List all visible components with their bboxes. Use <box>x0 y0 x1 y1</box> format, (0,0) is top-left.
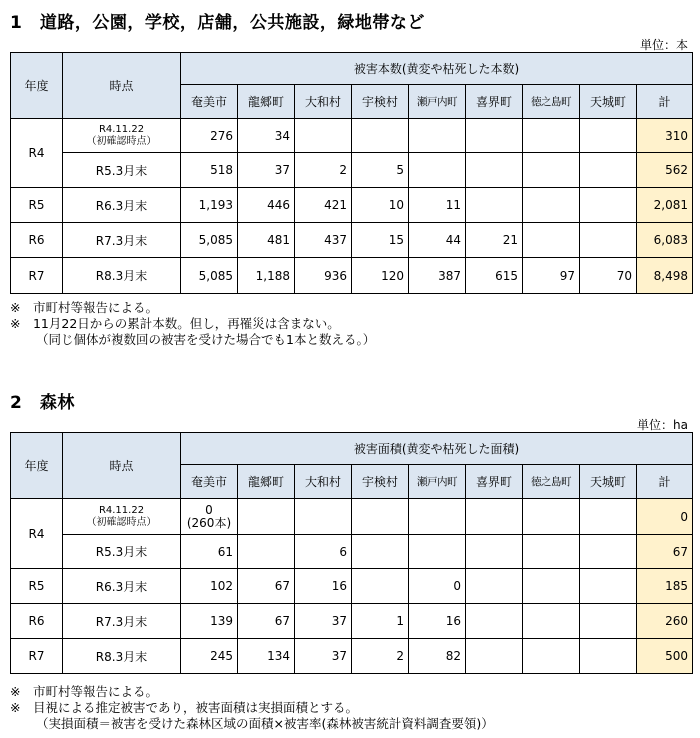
time-cell: R4.11.22 （初確認時点） <box>63 119 181 153</box>
value-cell: 15 <box>352 223 409 258</box>
value-cell: 0 (260本) <box>181 499 238 535</box>
value-cell <box>580 153 637 188</box>
section2-title: 2 森林 <box>10 393 75 413</box>
header-time: 時点 <box>63 53 181 119</box>
value-cell <box>295 119 352 153</box>
value-cell: 2 <box>352 639 409 674</box>
table-row <box>11 499 693 535</box>
year-cell: R4 <box>11 499 63 569</box>
section1-notes <box>10 300 375 348</box>
value-cell: 16 <box>295 569 352 604</box>
table-row <box>11 153 693 188</box>
year-cell: R6 <box>11 604 63 639</box>
year-cell: R7 <box>11 639 63 674</box>
value-cell <box>466 639 523 674</box>
value-cell <box>466 499 523 535</box>
value-cell: 34 <box>238 119 295 153</box>
time-cell: R6.3月末 <box>63 569 181 604</box>
header-year: 年度 <box>11 53 63 119</box>
value-cell: 5 <box>352 153 409 188</box>
section2-unit: 単位：ha <box>637 418 688 432</box>
value-cell: 37 <box>295 639 352 674</box>
header-col-total: 計 <box>637 85 693 119</box>
header-col: 天城町 <box>580 85 637 119</box>
time-cell: R4.11.22 （初確認時点） <box>63 499 181 535</box>
value-cell: 615 <box>466 258 523 294</box>
value-cell: 21 <box>466 223 523 258</box>
time-cell: R8.3月末 <box>63 258 181 294</box>
value-cell <box>523 499 580 535</box>
value-cell: 437 <box>295 223 352 258</box>
value-cell <box>523 639 580 674</box>
header-col: 大和村 <box>295 465 352 499</box>
value-cell <box>238 535 295 569</box>
time-cell: R7.3月末 <box>63 223 181 258</box>
value-cell <box>580 499 637 535</box>
table-row <box>11 569 693 604</box>
value-cell: 61 <box>181 535 238 569</box>
value-cell: 6 <box>295 535 352 569</box>
time-cell: R5.3月末 <box>63 153 181 188</box>
value-cell: 37 <box>295 604 352 639</box>
value-cell <box>580 119 637 153</box>
value-cell <box>238 499 295 535</box>
value-cell: 44 <box>409 223 466 258</box>
value-cell: 936 <box>295 258 352 294</box>
value-cell: 1,193 <box>181 188 238 223</box>
total-cell: 0 <box>637 499 693 535</box>
value-cell: 11 <box>409 188 466 223</box>
header-col: 龍郷町 <box>238 465 295 499</box>
table-row <box>11 188 693 223</box>
year-cell: R5 <box>11 188 63 223</box>
value-cell: 421 <box>295 188 352 223</box>
year-cell: R5 <box>11 569 63 604</box>
table-row <box>11 604 693 639</box>
value-cell: 82 <box>409 639 466 674</box>
year-cell: R7 <box>11 258 63 294</box>
year-cell: R6 <box>11 223 63 258</box>
value-cell <box>580 639 637 674</box>
time-cell: R6.3月末 <box>63 188 181 223</box>
header-col: 天城町 <box>580 465 637 499</box>
value-cell <box>523 569 580 604</box>
header-col: 奄美市 <box>181 85 238 119</box>
section2-notes <box>10 684 494 732</box>
value-cell <box>352 569 409 604</box>
value-cell: 37 <box>238 153 295 188</box>
value-cell: 134 <box>238 639 295 674</box>
value-cell: 120 <box>352 258 409 294</box>
value-cell <box>523 535 580 569</box>
total-cell: 562 <box>637 153 693 188</box>
value-cell: 97 <box>523 258 580 294</box>
street-tree-damage-table <box>10 52 693 294</box>
value-cell <box>523 604 580 639</box>
total-cell: 500 <box>637 639 693 674</box>
total-cell: 185 <box>637 569 693 604</box>
total-cell: 310 <box>637 119 693 153</box>
value-cell <box>580 535 637 569</box>
value-cell: 102 <box>181 569 238 604</box>
time-cell: R8.3月末 <box>63 639 181 674</box>
note-line: ※ 11月22日からの累計本数。但し，再罹災は含まない。 <box>10 316 340 331</box>
section1-title: 1 道路，公園，学校，店舗，公共施設，緑地帯など <box>10 13 425 33</box>
value-cell <box>409 119 466 153</box>
value-cell: 276 <box>181 119 238 153</box>
note-line: ※ 市町村等報告による。 <box>10 684 158 699</box>
value-cell <box>409 153 466 188</box>
value-cell <box>523 153 580 188</box>
header-year: 年度 <box>11 433 63 499</box>
value-cell: 67 <box>238 604 295 639</box>
header-col: 瀬戸内町 <box>409 465 466 499</box>
header-col: 奄美市 <box>181 465 238 499</box>
header-col: 喜界町 <box>466 465 523 499</box>
note-line: ※ 目視による推定被害であり，被害面積は実損面積とする。 <box>10 700 358 715</box>
total-cell: 67 <box>637 535 693 569</box>
tree-count-note: (260本) <box>186 515 232 530</box>
value-cell: 387 <box>409 258 466 294</box>
value-cell <box>523 188 580 223</box>
value-cell <box>352 499 409 535</box>
total-cell: 8,498 <box>637 258 693 294</box>
header-group: 被害面積(黄変や枯死した面積) <box>181 433 693 465</box>
value-cell: 1,188 <box>238 258 295 294</box>
value-cell <box>409 499 466 535</box>
table-row <box>11 639 693 674</box>
value-cell <box>580 569 637 604</box>
value-cell <box>352 119 409 153</box>
forest-damage-table <box>10 432 693 674</box>
value-cell: 446 <box>238 188 295 223</box>
table-row <box>11 119 693 153</box>
value-cell <box>580 188 637 223</box>
value-cell <box>523 119 580 153</box>
note-line: （同じ個体が複数回の被害を受けた場合でも1本と数える。） <box>36 332 376 347</box>
value-cell <box>466 535 523 569</box>
total-cell: 260 <box>637 604 693 639</box>
value-cell: 0 <box>409 569 466 604</box>
value-cell: 70 <box>580 258 637 294</box>
value-cell: 518 <box>181 153 238 188</box>
header-group: 被害本数(黄変や枯死した本数) <box>181 53 693 85</box>
value-cell <box>466 604 523 639</box>
value-cell <box>466 569 523 604</box>
value-cell <box>409 535 466 569</box>
table-row <box>11 535 693 569</box>
value-cell: 245 <box>181 639 238 674</box>
header-time: 時点 <box>63 433 181 499</box>
value-cell <box>295 499 352 535</box>
table-row <box>11 223 693 258</box>
value-cell: 481 <box>238 223 295 258</box>
value-cell <box>352 535 409 569</box>
value-cell <box>523 223 580 258</box>
value-cell: 10 <box>352 188 409 223</box>
value-cell: 5,085 <box>181 258 238 294</box>
total-cell: 2,081 <box>637 188 693 223</box>
time-cell: R7.3月末 <box>63 604 181 639</box>
value-cell <box>580 604 637 639</box>
value-cell: 2 <box>295 153 352 188</box>
value-cell <box>466 153 523 188</box>
year-cell: R4 <box>11 119 63 188</box>
value-cell: 139 <box>181 604 238 639</box>
total-cell: 6,083 <box>637 223 693 258</box>
value-cell <box>466 188 523 223</box>
value-cell: 16 <box>409 604 466 639</box>
header-col: 喜界町 <box>466 85 523 119</box>
note-line: （実損面積＝被害を受けた森林区域の面積×被害率(森林被害統計資料調査要領)） <box>36 716 494 731</box>
value-cell: 1 <box>352 604 409 639</box>
header-col-total: 計 <box>637 465 693 499</box>
header-col: 徳之島町 <box>523 465 580 499</box>
header-col: 大和村 <box>295 85 352 119</box>
table-row <box>11 258 693 294</box>
header-col: 龍郷町 <box>238 85 295 119</box>
value-cell <box>580 223 637 258</box>
header-col: 宇検村 <box>352 85 409 119</box>
note-line: ※ 市町村等報告による。 <box>10 300 158 315</box>
value-cell <box>466 119 523 153</box>
header-col: 瀬戸内町 <box>409 85 466 119</box>
section1-unit: 単位：本 <box>639 38 688 52</box>
header-col: 徳之島町 <box>523 85 580 119</box>
value-cell: 5,085 <box>181 223 238 258</box>
header-col: 宇検村 <box>352 465 409 499</box>
time-cell: R5.3月末 <box>63 535 181 569</box>
value-cell: 67 <box>238 569 295 604</box>
